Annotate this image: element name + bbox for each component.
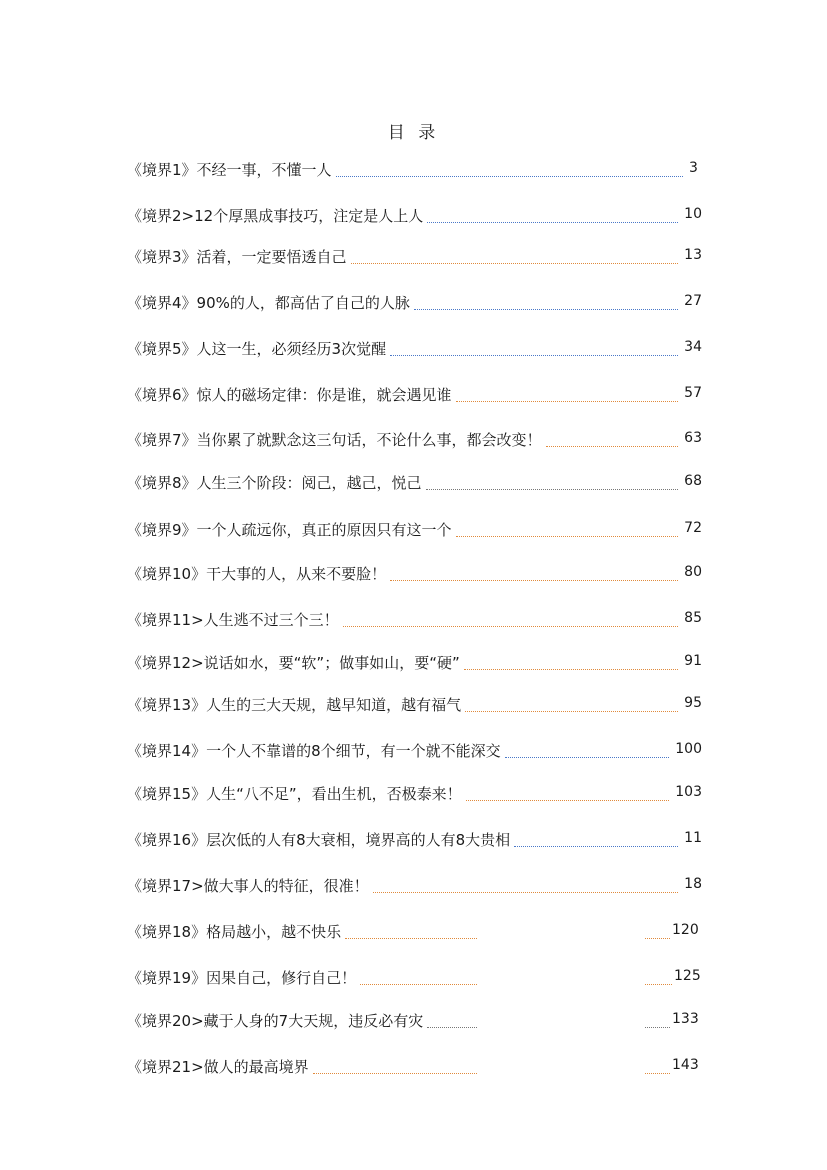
toc-entry-page: 85 (684, 610, 702, 626)
toc-entry[interactable] (127, 921, 702, 945)
toc-entry[interactable] (127, 829, 702, 853)
toc-entry-page: 125 (674, 968, 701, 984)
toc-entry-page: 68 (684, 473, 702, 489)
toc-entry-page: 34 (684, 339, 702, 355)
toc-entry[interactable] (127, 1056, 702, 1080)
toc-leader (373, 892, 679, 893)
toc-entry-title: 《境界19》因果自己，修行自己！ (127, 969, 357, 987)
toc-leader (465, 711, 678, 712)
toc-entry[interactable] (127, 159, 702, 183)
toc-leader (546, 446, 679, 447)
toc-leader (456, 401, 679, 402)
toc-entry-page: 72 (684, 520, 702, 536)
toc-entry-page: 63 (684, 430, 702, 446)
toc-entry-page: 133 (672, 1011, 699, 1027)
toc-entry-title: 《境界1》不经一事，不懂一人 (127, 161, 332, 179)
toc-entry-page: 57 (684, 385, 702, 401)
toc-entry-title: 《境界12>说话如水，要“软”；做事如山，要“硬” (127, 654, 460, 672)
toc-entry-title: 《境界15》人生“八不足”，看出生机，否极泰来！ (127, 785, 462, 803)
toc-entry-page: 27 (684, 293, 702, 309)
toc-entry[interactable] (127, 740, 702, 764)
toc-entry[interactable] (127, 205, 702, 229)
toc-leader (343, 626, 679, 627)
toc-leader (464, 669, 678, 670)
toc-leader (390, 355, 678, 356)
toc-entry-title: 《境界2>12个厚黑成事技巧，注定是人上人 (127, 207, 424, 225)
toc-entry[interactable] (127, 875, 702, 899)
toc-entry[interactable] (127, 384, 702, 408)
toc-entry[interactable] (127, 694, 702, 718)
toc-leader (456, 536, 679, 537)
toc-entry-page: 18 (684, 876, 702, 892)
toc-entry[interactable] (127, 429, 702, 453)
toc-entry-title: 《境界3》活着，一定要悟透自己 (127, 248, 347, 266)
toc-leader (645, 984, 672, 985)
toc-entry-title: 《境界16》层次低的人有8大衰相，境界高的人有8大贵相 (127, 831, 511, 849)
toc-entry-page: 91 (684, 653, 702, 669)
toc-leader (645, 1073, 670, 1074)
toc-leader (505, 757, 670, 758)
toc-entry-title: 《境界10》干大事的人，从来不要脸！ (127, 565, 387, 583)
toc-leader (426, 489, 679, 490)
toc-entry[interactable] (127, 609, 702, 633)
toc-entry-title: 《境界13》人生的三大天规，越早知道，越有福气 (127, 696, 462, 714)
toc-entry-page: 103 (675, 784, 702, 800)
toc-entry[interactable] (127, 338, 702, 362)
toc-entry-title: 《境界4》90%的人，都高估了自己的人脉 (127, 294, 410, 312)
toc-entry-title: 《境界5》人这一生，必须经历3次觉醒 (127, 340, 387, 358)
toc-entry[interactable] (127, 652, 702, 676)
toc-entry[interactable] (127, 1010, 702, 1034)
toc-entry-page: 13 (684, 247, 702, 263)
toc-entry-title: 《境界11>人生逃不过三个三！ (127, 611, 339, 629)
toc-entry-title: 《境界14》一个人不靠谱的8个细节，有一个就不能深交 (127, 742, 501, 760)
toc-entry-page: 143 (672, 1057, 699, 1073)
toc-entry-title: 《境界18》格局越小，越不快乐 (127, 923, 342, 941)
toc-leader (345, 938, 477, 939)
toc-leader (351, 263, 679, 264)
toc-entry-page: 10 (684, 206, 702, 222)
toc-entry-page: 120 (672, 922, 699, 938)
toc-entry-title: 《境界9》一个人疏远你，真正的原因只有这一个 (127, 521, 452, 539)
toc-entry[interactable] (127, 563, 702, 587)
toc-leader (466, 800, 670, 801)
toc-title: 目 录 (387, 123, 440, 143)
toc-leader (390, 580, 678, 581)
toc-entry[interactable] (127, 246, 702, 270)
toc-leader (645, 1027, 670, 1028)
toc-leader (336, 176, 683, 177)
toc-leader (427, 222, 678, 223)
toc-entry[interactable] (127, 292, 702, 316)
toc-entry-title: 《境界6》惊人的磁场定律：你是谁，就会遇见谁 (127, 386, 452, 404)
toc-entry-page: 80 (684, 564, 702, 580)
toc-leader (360, 984, 477, 985)
toc-entry[interactable] (127, 967, 702, 991)
toc-leader (514, 846, 678, 847)
toc-entry-page: 95 (684, 695, 702, 711)
toc-entry-title: 《境界17>做大事人的特征，很准！ (127, 877, 369, 895)
toc-leader (313, 1073, 477, 1074)
toc-entry-title: 《境界7》当你累了就默念这三句话，不论什么事，都会改变！ (127, 431, 542, 449)
toc-leader (414, 309, 678, 310)
toc-entry[interactable] (127, 783, 702, 807)
toc-entry-page: 3 (689, 160, 698, 176)
toc-entry[interactable] (127, 519, 702, 543)
toc-entry-title: 《境界20>藏于人身的7大天规，违反必有灾 (127, 1012, 424, 1030)
toc-entry[interactable] (127, 472, 702, 496)
toc-entry-title: 《境界8》人生三个阶段：阅己，越己，悦己 (127, 474, 422, 492)
toc-entry-page: 100 (675, 741, 702, 757)
toc-entry-title: 《境界21>做人的最高境界 (127, 1058, 309, 1076)
toc-entry-page: 11 (684, 830, 702, 846)
toc-leader (645, 938, 670, 939)
toc-leader (427, 1027, 477, 1028)
